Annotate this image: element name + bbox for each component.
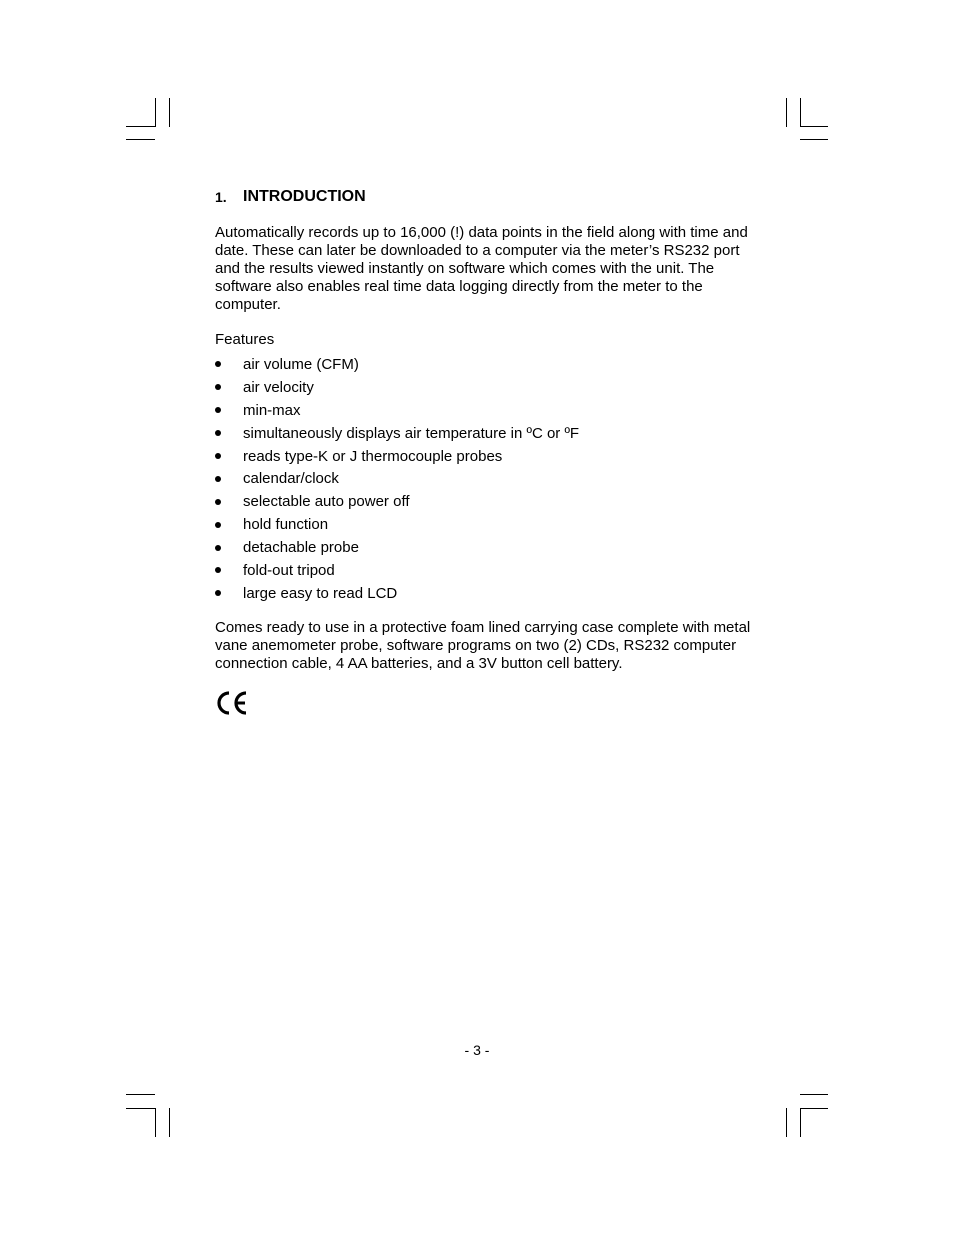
crop-mark [126,1094,155,1095]
list-item [215,376,760,399]
bullet-icon [215,476,243,482]
crop-mark [800,1094,828,1095]
feature-list [215,353,760,605]
section-heading [215,187,760,207]
feature-text: simultaneously displays air temperature in ºC or ºF [243,424,580,442]
crop-mark [126,139,155,140]
crop-mark [126,126,155,127]
section-number: 1. [215,189,227,205]
crop-mark [800,1108,801,1137]
feature-text: fold-out tripod [243,561,335,579]
crop-mark [155,98,156,127]
section-title: INTRODUCTION [243,188,366,205]
page-number-text: - 3 - [464,1042,490,1058]
list-item [215,490,760,513]
bullet-icon [215,545,243,551]
crop-mark [786,1108,787,1137]
crop-mark [800,139,828,140]
bullet-icon [215,499,243,505]
list-item [215,422,760,445]
bullet-icon [215,590,243,596]
list-item [215,536,760,559]
feature-text: air volume (CFM) [243,355,359,373]
list-item [215,353,760,376]
feature-text: detachable probe [243,539,359,557]
feature-text: hold function [243,516,329,534]
crop-mark [126,1108,155,1109]
crop-mark [155,1108,156,1137]
list-item [215,467,760,490]
closing-paragraph: Comes ready to use in a protective foam lined carrying case complete with metal vane anemometer probe, software programs on two (2) CDs, RS232 computer connection cable, 4 AA batteries, and a 3V button cell battery. [215,618,751,672]
bullet-icon [215,384,243,390]
bullet-icon [215,407,243,413]
list-item [215,559,760,582]
features-label: Features [215,331,275,348]
crop-mark [169,98,170,127]
intro-paragraph: Automatically records up to 16,000 (!) data points in the field along with time and date. These can later be downloaded to a computer via the meter’s RS232 port and the results viewed instantly on software which comes with the unit. The software also enables real time data logging directly from the meter to the computer. [215,224,748,313]
feature-text: reads type-K or J thermocouple probes [243,447,503,465]
list-item [215,399,760,422]
bullet-icon [215,522,243,528]
feature-text: air velocity [243,378,314,396]
ce-mark-icon [215,689,249,717]
bullet-icon [215,453,243,459]
page-number [0,1042,954,1058]
feature-text: min-max [243,401,301,419]
crop-mark [800,1108,828,1109]
list-item [215,582,760,605]
bullet-icon [215,430,243,436]
feature-text: large easy to read LCD [243,584,398,602]
page-content [215,187,760,717]
crop-mark [169,1108,170,1137]
crop-mark [800,98,801,127]
bullet-icon [215,361,243,367]
feature-text: selectable auto power off [243,493,410,511]
crop-mark [786,98,787,127]
crop-mark [800,126,828,127]
feature-text: calendar/clock [243,470,339,488]
list-item [215,445,760,468]
bullet-icon [215,567,243,573]
list-item [215,513,760,536]
